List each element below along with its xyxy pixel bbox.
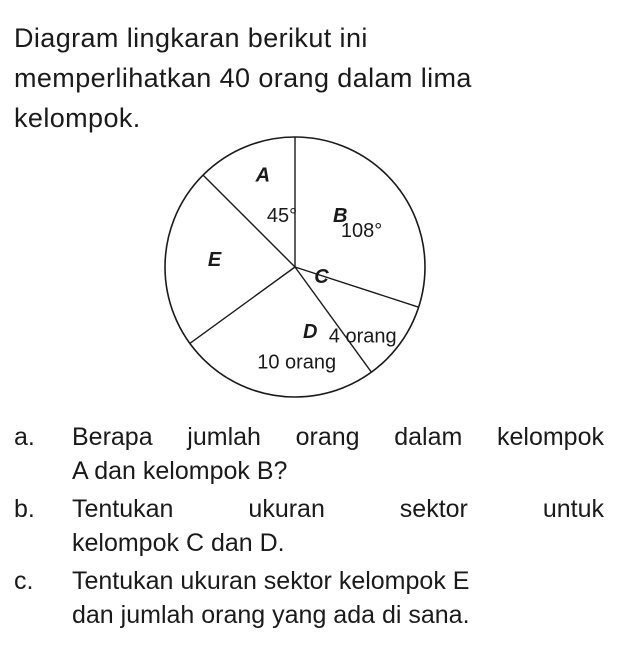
pie-segment-label: B [332,205,348,228]
pie-segment-label: A [255,164,271,187]
pie-chart [150,120,440,410]
pie-segment-note: 108° [340,219,383,242]
intro-line: kelompok. [14,103,141,133]
pie-chart-svg [150,120,440,410]
question-line: kelompok C dan D. [72,529,285,557]
pie-segment-label: E [207,248,222,271]
question-line: Berapa jumlah orang dalam kelompok [72,423,604,451]
question-marker: a. [14,423,35,451]
intro-line: Diagram lingkaran berikut ini [14,23,368,53]
pie-segment-note: 45° [266,204,298,227]
pie-segment-label: D [302,321,318,344]
question-line: Tentukan ukuran sektor untuk [72,495,604,523]
question-c [14,564,604,632]
question-list [14,420,604,636]
intro-line: memperlihatkan 40 orang dalam lima [14,63,472,93]
pie-segment-note: 4 orang [328,325,397,348]
pie-segment-note: 10 orang [257,351,337,374]
pie-segment-label: C [314,265,329,288]
question-a [14,420,604,488]
question-line: A dan kelompok B? [72,457,288,485]
question-line: Tentukan ukuran sektor kelompok E [72,567,470,595]
question-b [14,492,604,560]
question-marker: b. [14,495,35,523]
question-marker: c. [14,567,34,595]
question-line: dan jumlah orang yang ada di sana. [72,601,470,629]
